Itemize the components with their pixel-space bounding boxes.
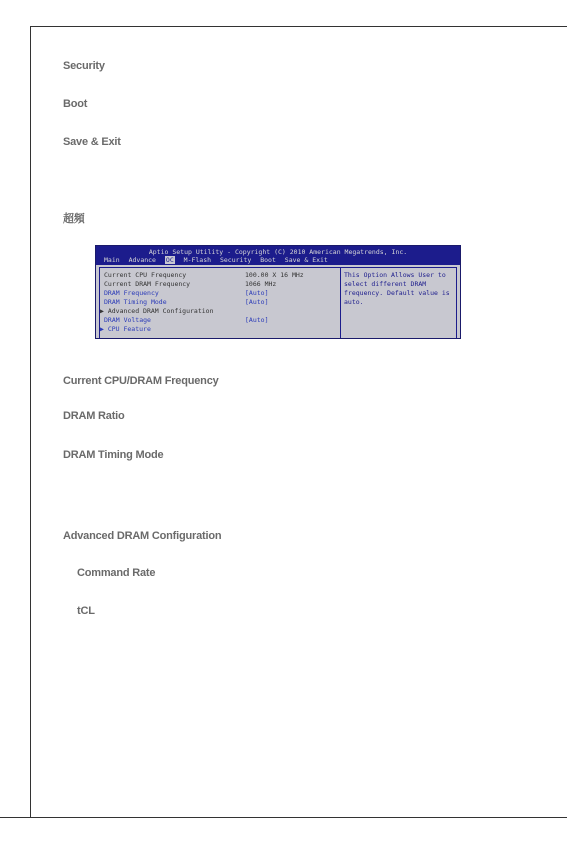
heading-current-freq: Current CPU/DRAM Frequency (63, 375, 219, 387)
heading-adv-dram-config: Advanced DRAM Configuration (63, 530, 222, 542)
bios-row-value[interactable]: [Auto] (245, 298, 269, 306)
bios-row-value[interactable]: [Auto] (245, 289, 269, 297)
bios-row-adv-dram-config[interactable] (100, 307, 334, 316)
bios-row-label: DRAM Timing Mode (104, 298, 167, 306)
bios-row-dram-freq-current (104, 280, 334, 289)
bios-menu-main[interactable]: Main (104, 256, 120, 264)
heading-dram-timing-mode: DRAM Timing Mode (63, 449, 164, 461)
bios-menu-advance[interactable]: Advance (128, 256, 156, 264)
bios-body (99, 267, 457, 338)
bios-row-label: Current DRAM Frequency (104, 280, 191, 288)
bios-row-dram-timing-mode[interactable] (104, 298, 334, 307)
heading-cjk-title: 超頻 (63, 213, 85, 225)
bios-row-label: ▶ CPU Feature (100, 325, 151, 333)
bios-title-bar (96, 246, 460, 265)
heading-save-exit: Save & Exit (63, 136, 121, 148)
bios-settings-pane (100, 268, 341, 338)
bios-menu-security[interactable]: Security (219, 256, 252, 264)
bios-screenshot (95, 245, 461, 339)
bios-menu-oc[interactable]: OC (165, 256, 174, 264)
bios-row-label: DRAM Voltage (104, 316, 151, 324)
bios-row-label: ▶ Advanced DRAM Configuration (100, 307, 214, 315)
bios-title: Aptio Setup Utility - Copyright (C) 2010 American Megatrends, Inc. (148, 248, 408, 256)
bios-row-value: 100.00 X 16 MHz (245, 271, 304, 279)
heading-security: Security (63, 60, 105, 72)
bios-menu-save-exit[interactable]: Save & Exit (284, 256, 328, 264)
heading-dram-ratio: DRAM Ratio (63, 410, 125, 422)
bios-row-value: 1066 MHz (245, 280, 277, 288)
heading-boot: Boot (63, 98, 88, 110)
bios-row-dram-voltage[interactable] (104, 316, 334, 325)
bios-row-cpu-freq (104, 271, 334, 280)
bios-row-dram-frequency[interactable] (104, 289, 334, 298)
bios-row-cpu-feature[interactable] (100, 325, 334, 334)
bios-row-label: DRAM Frequency (104, 289, 159, 297)
page-border-bottom (0, 817, 567, 818)
heading-command-rate: Command Rate (77, 567, 156, 579)
page-border-top (30, 26, 567, 27)
bios-menu-bar (104, 256, 333, 264)
bios-row-label: Current CPU Frequency (104, 271, 187, 279)
bios-row-value[interactable]: [Auto] (245, 316, 269, 324)
bios-menu-boot[interactable]: Boot (260, 256, 276, 264)
page-border-left (30, 26, 31, 818)
bios-help-text: This Option Allows User to select different DRAM frequency. Default value is auto. (344, 271, 454, 306)
heading-tcl: tCL (77, 605, 95, 617)
bios-menu-mflash[interactable]: M-Flash (183, 256, 212, 264)
